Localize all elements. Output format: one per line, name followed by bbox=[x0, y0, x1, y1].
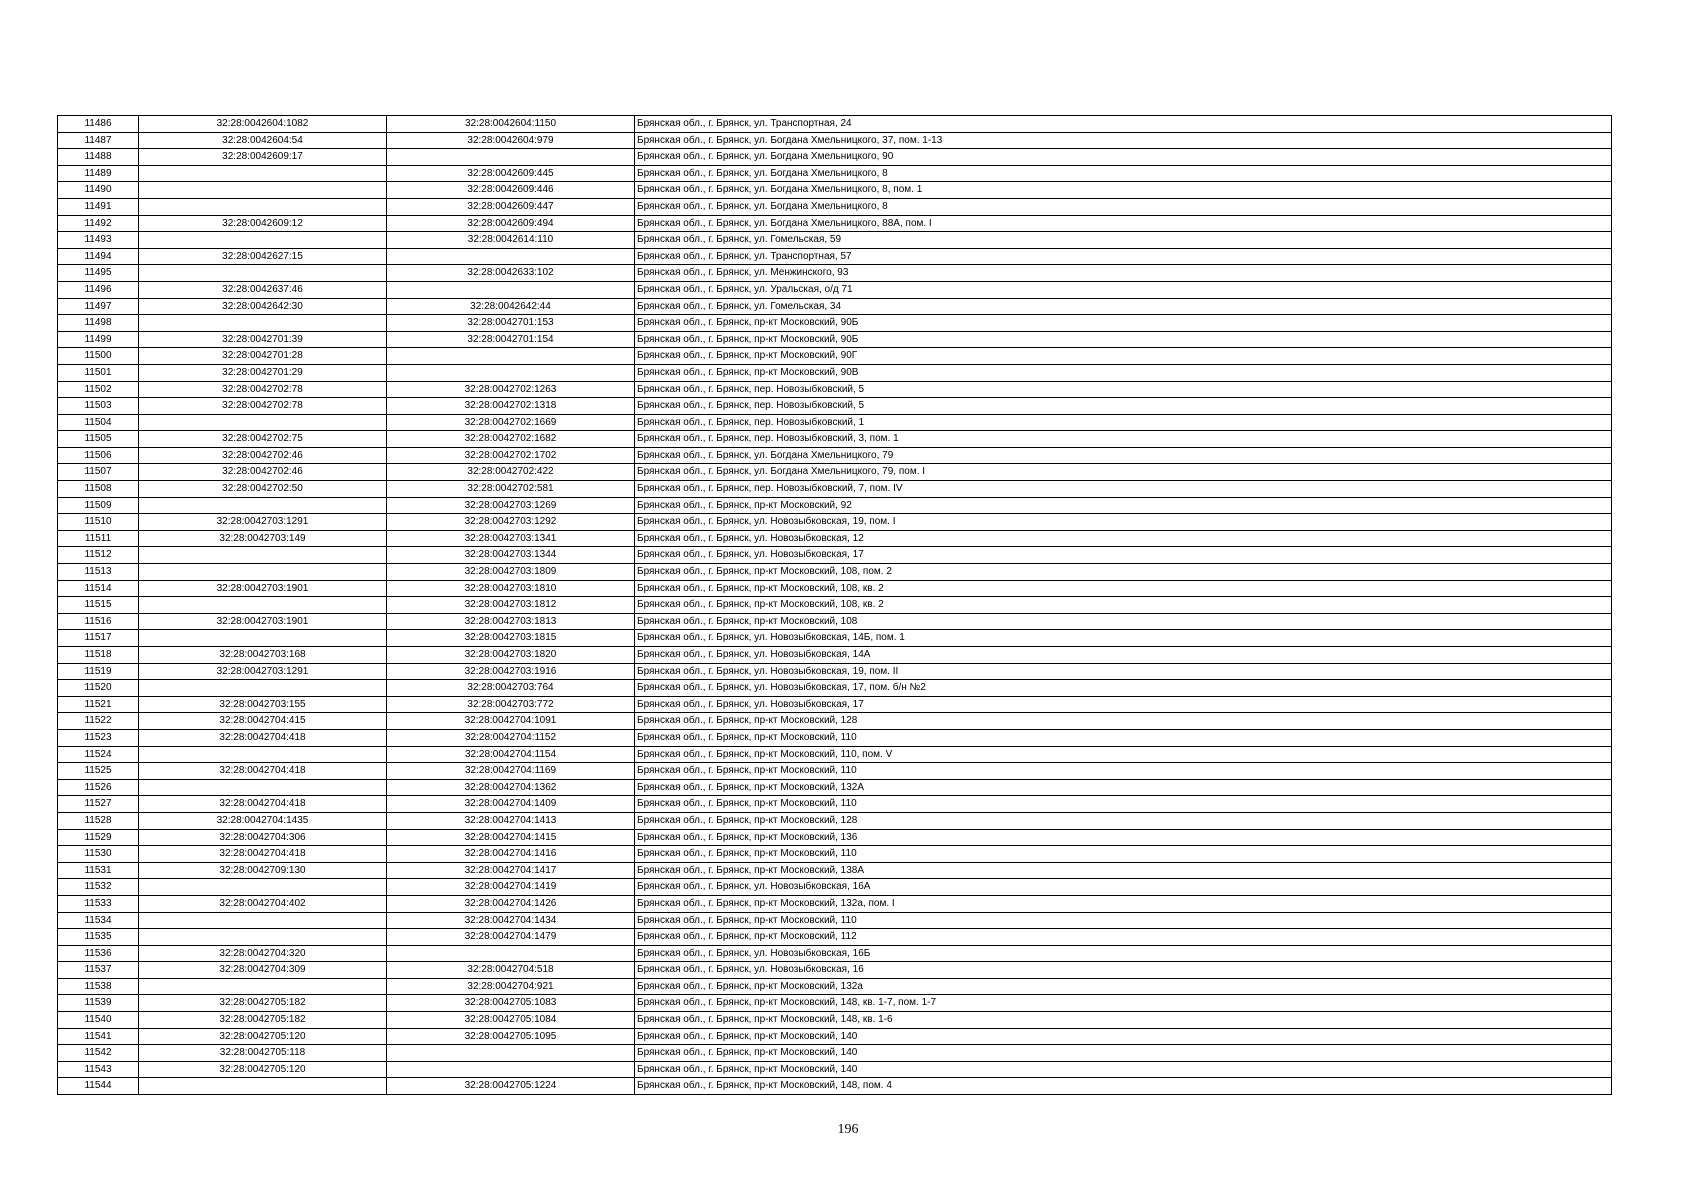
table-row bbox=[58, 398, 1612, 415]
address-cell: Брянская обл., г. Брянск, ул. Новозыбковская, 17, пом. б/н №2 bbox=[635, 680, 1612, 697]
land-parcel-cadastral-number-cell bbox=[139, 912, 387, 929]
table-row bbox=[58, 680, 1612, 697]
land-parcel-cadastral-number-cell bbox=[139, 564, 387, 581]
land-parcel-cadastral-number-cell: 32:28:0042703:1291 bbox=[139, 663, 387, 680]
row-number-cell: 11504 bbox=[58, 414, 139, 431]
row-number-cell: 11524 bbox=[58, 746, 139, 763]
address-cell: Брянская обл., г. Брянск, пр-кт Московский, 132а bbox=[635, 978, 1612, 995]
row-number-cell: 11519 bbox=[58, 663, 139, 680]
address-cell: Брянская обл., г. Брянск, пр-кт Московский, 148, кв. 1-7, пом. 1-7 bbox=[635, 995, 1612, 1012]
land-parcel-cadastral-number-cell: 32:28:0042704:320 bbox=[139, 945, 387, 962]
address-cell: Брянская обл., г. Брянск, пр-кт Московский, 138А bbox=[635, 862, 1612, 879]
object-cadastral-number-cell: 32:28:0042702:422 bbox=[387, 464, 635, 481]
address-cell: Брянская обл., г. Брянск, пр-кт Московский, 108 bbox=[635, 613, 1612, 630]
address-cell: Брянская обл., г. Брянск, ул. Богдана Хмельницкого, 88А, пом. I bbox=[635, 215, 1612, 232]
address-cell: Брянская обл., г. Брянск, ул. Новозыбковская, 19, пом. II bbox=[635, 663, 1612, 680]
object-cadastral-number-cell: 32:28:0042703:1809 bbox=[387, 564, 635, 581]
row-number-cell: 11508 bbox=[58, 481, 139, 498]
land-parcel-cadastral-number-cell: 32:28:0042705:118 bbox=[139, 1045, 387, 1062]
row-number-cell: 11533 bbox=[58, 895, 139, 912]
land-parcel-cadastral-number-cell: 32:28:0042704:418 bbox=[139, 729, 387, 746]
table-row bbox=[58, 132, 1612, 149]
table-row bbox=[58, 647, 1612, 664]
table-row bbox=[58, 829, 1612, 846]
land-parcel-cadastral-number-cell: 32:28:0042705:182 bbox=[139, 1012, 387, 1029]
object-cadastral-number-cell: 32:28:0042609:445 bbox=[387, 165, 635, 182]
row-number-cell: 11505 bbox=[58, 431, 139, 448]
table-row bbox=[58, 763, 1612, 780]
land-parcel-cadastral-number-cell bbox=[139, 414, 387, 431]
row-number-cell: 11536 bbox=[58, 945, 139, 962]
address-cell: Брянская обл., г. Брянск, ул. Новозыбковская, 12 bbox=[635, 530, 1612, 547]
row-number-cell: 11516 bbox=[58, 613, 139, 630]
land-parcel-cadastral-number-cell: 32:28:0042704:415 bbox=[139, 713, 387, 730]
object-cadastral-number-cell: 32:28:0042705:1084 bbox=[387, 1012, 635, 1029]
object-cadastral-number-cell bbox=[387, 281, 635, 298]
address-cell: Брянская обл., г. Брянск, пер. Новозыбковский, 1 bbox=[635, 414, 1612, 431]
row-number-cell: 11510 bbox=[58, 514, 139, 531]
land-parcel-cadastral-number-cell: 32:28:0042604:54 bbox=[139, 132, 387, 149]
object-cadastral-number-cell: 32:28:0042704:1169 bbox=[387, 763, 635, 780]
table-row bbox=[58, 315, 1612, 332]
land-parcel-cadastral-number-cell: 32:28:0042703:1901 bbox=[139, 580, 387, 597]
table-row bbox=[58, 116, 1612, 133]
land-parcel-cadastral-number-cell: 32:28:0042702:78 bbox=[139, 398, 387, 415]
land-parcel-cadastral-number-cell: 32:28:0042709:130 bbox=[139, 862, 387, 879]
land-parcel-cadastral-number-cell: 32:28:0042627:15 bbox=[139, 248, 387, 265]
land-parcel-cadastral-number-cell: 32:28:0042701:29 bbox=[139, 364, 387, 381]
table-row bbox=[58, 431, 1612, 448]
table-row bbox=[58, 414, 1612, 431]
object-cadastral-number-cell: 32:28:0042704:1362 bbox=[387, 779, 635, 796]
object-cadastral-number-cell: 32:28:0042703:1916 bbox=[387, 663, 635, 680]
object-cadastral-number-cell: 32:28:0042702:1669 bbox=[387, 414, 635, 431]
object-cadastral-number-cell: 32:28:0042642:44 bbox=[387, 298, 635, 315]
address-cell: Брянская обл., г. Брянск, ул. Новозыбковская, 16А bbox=[635, 879, 1612, 896]
address-cell: Брянская обл., г. Брянск, ул. Гомельская, 59 bbox=[635, 232, 1612, 249]
object-cadastral-number-cell: 32:28:0042703:1820 bbox=[387, 647, 635, 664]
land-parcel-cadastral-number-cell: 32:28:0042702:75 bbox=[139, 431, 387, 448]
object-cadastral-number-cell: 32:28:0042704:1434 bbox=[387, 912, 635, 929]
table-row bbox=[58, 895, 1612, 912]
object-cadastral-number-cell: 32:28:0042704:1417 bbox=[387, 862, 635, 879]
row-number-cell: 11527 bbox=[58, 796, 139, 813]
object-cadastral-number-cell: 32:28:0042614:110 bbox=[387, 232, 635, 249]
object-cadastral-number-cell: 32:28:0042609:446 bbox=[387, 182, 635, 199]
land-parcel-cadastral-number-cell: 32:28:0042703:149 bbox=[139, 530, 387, 547]
table-row bbox=[58, 630, 1612, 647]
land-parcel-cadastral-number-cell: 32:28:0042609:12 bbox=[139, 215, 387, 232]
row-number-cell: 11517 bbox=[58, 630, 139, 647]
row-number-cell: 11488 bbox=[58, 149, 139, 166]
row-number-cell: 11491 bbox=[58, 198, 139, 215]
table-row bbox=[58, 248, 1612, 265]
table-row bbox=[58, 729, 1612, 746]
table-row bbox=[58, 580, 1612, 597]
row-number-cell: 11526 bbox=[58, 779, 139, 796]
address-cell: Брянская обл., г. Брянск, пр-кт Московский, 136 bbox=[635, 829, 1612, 846]
row-number-cell: 11498 bbox=[58, 315, 139, 332]
object-cadastral-number-cell: 32:28:0042703:1812 bbox=[387, 597, 635, 614]
row-number-cell: 11522 bbox=[58, 713, 139, 730]
table-row bbox=[58, 331, 1612, 348]
row-number-cell: 11487 bbox=[58, 132, 139, 149]
land-parcel-cadastral-number-cell bbox=[139, 182, 387, 199]
table-row bbox=[58, 846, 1612, 863]
land-parcel-cadastral-number-cell: 32:28:0042703:1901 bbox=[139, 613, 387, 630]
table-row bbox=[58, 862, 1612, 879]
row-number-cell: 11494 bbox=[58, 248, 139, 265]
table-row bbox=[58, 779, 1612, 796]
row-number-cell: 11534 bbox=[58, 912, 139, 929]
land-parcel-cadastral-number-cell: 32:28:0042604:1082 bbox=[139, 116, 387, 133]
object-cadastral-number-cell: 32:28:0042704:1479 bbox=[387, 929, 635, 946]
row-number-cell: 11514 bbox=[58, 580, 139, 597]
row-number-cell: 11528 bbox=[58, 812, 139, 829]
object-cadastral-number-cell bbox=[387, 248, 635, 265]
table-row bbox=[58, 165, 1612, 182]
row-number-cell: 11532 bbox=[58, 879, 139, 896]
table-row bbox=[58, 962, 1612, 979]
land-parcel-cadastral-number-cell bbox=[139, 746, 387, 763]
row-number-cell: 11497 bbox=[58, 298, 139, 315]
row-number-cell: 11511 bbox=[58, 530, 139, 547]
address-cell: Брянская обл., г. Брянск, ул. Новозыбковская, 19, пом. I bbox=[635, 514, 1612, 531]
object-cadastral-number-cell: 32:28:0042609:447 bbox=[387, 198, 635, 215]
address-cell: Брянская обл., г. Брянск, ул. Гомельская, 34 bbox=[635, 298, 1612, 315]
land-parcel-cadastral-number-cell: 32:28:0042637:46 bbox=[139, 281, 387, 298]
table-row bbox=[58, 929, 1612, 946]
row-number-cell: 11500 bbox=[58, 348, 139, 365]
land-parcel-cadastral-number-cell bbox=[139, 929, 387, 946]
object-cadastral-number-cell: 32:28:0042704:1416 bbox=[387, 846, 635, 863]
object-cadastral-number-cell: 32:28:0042702:1682 bbox=[387, 431, 635, 448]
table-row bbox=[58, 796, 1612, 813]
row-number-cell: 11538 bbox=[58, 978, 139, 995]
address-cell: Брянская обл., г. Брянск, пр-кт Московский, 132А bbox=[635, 779, 1612, 796]
address-cell: Брянская обл., г. Брянск, пр-кт Московский, 92 bbox=[635, 497, 1612, 514]
table-row bbox=[58, 381, 1612, 398]
land-parcel-cadastral-number-cell: 32:28:0042705:120 bbox=[139, 1028, 387, 1045]
address-cell: Брянская обл., г. Брянск, пр-кт Московский, 148, кв. 1-6 bbox=[635, 1012, 1612, 1029]
land-parcel-cadastral-number-cell bbox=[139, 497, 387, 514]
table-row bbox=[58, 215, 1612, 232]
table-row bbox=[58, 713, 1612, 730]
table-row bbox=[58, 514, 1612, 531]
land-parcel-cadastral-number-cell bbox=[139, 198, 387, 215]
land-parcel-cadastral-number-cell bbox=[139, 165, 387, 182]
row-number-cell: 11535 bbox=[58, 929, 139, 946]
row-number-cell: 11486 bbox=[58, 116, 139, 133]
land-parcel-cadastral-number-cell bbox=[139, 232, 387, 249]
address-cell: Брянская обл., г. Брянск, пр-кт Московский, 108, кв. 2 bbox=[635, 597, 1612, 614]
table-row bbox=[58, 232, 1612, 249]
row-number-cell: 11521 bbox=[58, 696, 139, 713]
row-number-cell: 11525 bbox=[58, 763, 139, 780]
address-cell: Брянская обл., г. Брянск, пр-кт Московский, 148, пом. 4 bbox=[635, 1078, 1612, 1095]
page-number: 196 bbox=[837, 1122, 859, 1137]
object-cadastral-number-cell: 32:28:0042703:1815 bbox=[387, 630, 635, 647]
table-row bbox=[58, 198, 1612, 215]
object-cadastral-number-cell bbox=[387, 364, 635, 381]
object-cadastral-number-cell: 32:28:0042704:1154 bbox=[387, 746, 635, 763]
table-row bbox=[58, 613, 1612, 630]
table-row bbox=[58, 597, 1612, 614]
address-cell: Брянская обл., г. Брянск, ул. Транспортная, 24 bbox=[635, 116, 1612, 133]
address-cell: Брянская обл., г. Брянск, пр-кт Московский, 110 bbox=[635, 846, 1612, 863]
table-row bbox=[58, 530, 1612, 547]
table-row bbox=[58, 564, 1612, 581]
object-cadastral-number-cell: 32:28:0042703:764 bbox=[387, 680, 635, 697]
land-parcel-cadastral-number-cell bbox=[139, 547, 387, 564]
land-parcel-cadastral-number-cell: 32:28:0042703:168 bbox=[139, 647, 387, 664]
object-cadastral-number-cell bbox=[387, 945, 635, 962]
table-row bbox=[58, 497, 1612, 514]
object-cadastral-number-cell: 32:28:0042704:1152 bbox=[387, 729, 635, 746]
land-parcel-cadastral-number-cell: 32:28:0042609:17 bbox=[139, 149, 387, 166]
row-number-cell: 11502 bbox=[58, 381, 139, 398]
object-cadastral-number-cell: 32:28:0042604:1150 bbox=[387, 116, 635, 133]
address-cell: Брянская обл., г. Брянск, ул. Новозыбковская, 17 bbox=[635, 696, 1612, 713]
table-row bbox=[58, 1045, 1612, 1062]
object-cadastral-number-cell: 32:28:0042705:1083 bbox=[387, 995, 635, 1012]
property-table-body bbox=[58, 116, 1612, 1095]
land-parcel-cadastral-number-cell: 32:28:0042701:28 bbox=[139, 348, 387, 365]
land-parcel-cadastral-number-cell: 32:28:0042701:39 bbox=[139, 331, 387, 348]
table-row bbox=[58, 364, 1612, 381]
row-number-cell: 11507 bbox=[58, 464, 139, 481]
object-cadastral-number-cell: 32:28:0042702:1318 bbox=[387, 398, 635, 415]
row-number-cell: 11523 bbox=[58, 729, 139, 746]
row-number-cell: 11493 bbox=[58, 232, 139, 249]
table-row bbox=[58, 149, 1612, 166]
land-parcel-cadastral-number-cell: 32:28:0042702:46 bbox=[139, 447, 387, 464]
address-cell: Брянская обл., г. Брянск, ул. Богдана Хмельницкого, 37, пом. 1-13 bbox=[635, 132, 1612, 149]
land-parcel-cadastral-number-cell: 32:28:0042704:418 bbox=[139, 763, 387, 780]
address-cell: Брянская обл., г. Брянск, пер. Новозыбковский, 7, пом. IV bbox=[635, 481, 1612, 498]
address-cell: Брянская обл., г. Брянск, пр-кт Московский, 128 bbox=[635, 812, 1612, 829]
object-cadastral-number-cell: 32:28:0042704:921 bbox=[387, 978, 635, 995]
address-cell: Брянская обл., г. Брянск, ул. Богдана Хмельницкого, 79, пом. I bbox=[635, 464, 1612, 481]
land-parcel-cadastral-number-cell bbox=[139, 879, 387, 896]
address-cell: Брянская обл., г. Брянск, ул. Новозыбковская, 17 bbox=[635, 547, 1612, 564]
table-row bbox=[58, 298, 1612, 315]
object-cadastral-number-cell: 32:28:0042704:1419 bbox=[387, 879, 635, 896]
object-cadastral-number-cell: 32:28:0042702:1263 bbox=[387, 381, 635, 398]
address-cell: Брянская обл., г. Брянск, ул. Менжинского, 93 bbox=[635, 265, 1612, 282]
row-number-cell: 11512 bbox=[58, 547, 139, 564]
row-number-cell: 11543 bbox=[58, 1061, 139, 1078]
land-parcel-cadastral-number-cell: 32:28:0042702:50 bbox=[139, 481, 387, 498]
object-cadastral-number-cell: 32:28:0042703:1292 bbox=[387, 514, 635, 531]
table-row bbox=[58, 547, 1612, 564]
table-row bbox=[58, 281, 1612, 298]
address-cell: Брянская обл., г. Брянск, пр-кт Московский, 110 bbox=[635, 763, 1612, 780]
land-parcel-cadastral-number-cell: 32:28:0042704:418 bbox=[139, 796, 387, 813]
land-parcel-cadastral-number-cell bbox=[139, 597, 387, 614]
object-cadastral-number-cell: 32:28:0042633:102 bbox=[387, 265, 635, 282]
table-row bbox=[58, 1028, 1612, 1045]
object-cadastral-number-cell: 32:28:0042703:1344 bbox=[387, 547, 635, 564]
object-cadastral-number-cell: 32:28:0042703:1341 bbox=[387, 530, 635, 547]
land-parcel-cadastral-number-cell: 32:28:0042704:418 bbox=[139, 846, 387, 863]
object-cadastral-number-cell: 32:28:0042701:153 bbox=[387, 315, 635, 332]
row-number-cell: 11499 bbox=[58, 331, 139, 348]
land-parcel-cadastral-number-cell bbox=[139, 680, 387, 697]
row-number-cell: 11501 bbox=[58, 364, 139, 381]
table-row bbox=[58, 746, 1612, 763]
row-number-cell: 11513 bbox=[58, 564, 139, 581]
land-parcel-cadastral-number-cell: 32:28:0042703:155 bbox=[139, 696, 387, 713]
row-number-cell: 11542 bbox=[58, 1045, 139, 1062]
address-cell: Брянская обл., г. Брянск, пер. Новозыбковский, 3, пом. 1 bbox=[635, 431, 1612, 448]
row-number-cell: 11518 bbox=[58, 647, 139, 664]
object-cadastral-number-cell: 32:28:0042705:1224 bbox=[387, 1078, 635, 1095]
row-number-cell: 11537 bbox=[58, 962, 139, 979]
object-cadastral-number-cell: 32:28:0042704:1415 bbox=[387, 829, 635, 846]
address-cell: Брянская обл., г. Брянск, ул. Богдана Хмельницкого, 79 bbox=[635, 447, 1612, 464]
land-parcel-cadastral-number-cell bbox=[139, 315, 387, 332]
table-row bbox=[58, 481, 1612, 498]
land-parcel-cadastral-number-cell: 32:28:0042704:402 bbox=[139, 895, 387, 912]
land-parcel-cadastral-number-cell: 32:28:0042705:120 bbox=[139, 1061, 387, 1078]
table-row bbox=[58, 1012, 1612, 1029]
row-number-cell: 11489 bbox=[58, 165, 139, 182]
row-number-cell: 11529 bbox=[58, 829, 139, 846]
address-cell: Брянская обл., г. Брянск, пр-кт Московский, 108, пом. 2 bbox=[635, 564, 1612, 581]
address-cell: Брянская обл., г. Брянск, пр-кт Московский, 90Б bbox=[635, 315, 1612, 332]
land-parcel-cadastral-number-cell bbox=[139, 630, 387, 647]
property-table bbox=[57, 115, 1612, 1095]
object-cadastral-number-cell: 32:28:0042704:518 bbox=[387, 962, 635, 979]
land-parcel-cadastral-number-cell bbox=[139, 978, 387, 995]
row-number-cell: 11541 bbox=[58, 1028, 139, 1045]
row-number-cell: 11530 bbox=[58, 846, 139, 863]
table-row bbox=[58, 912, 1612, 929]
address-cell: Брянская обл., г. Брянск, пр-кт Московский, 140 bbox=[635, 1061, 1612, 1078]
address-cell: Брянская обл., г. Брянск, пр-кт Московский, 112 bbox=[635, 929, 1612, 946]
address-cell: Брянская обл., г. Брянск, пр-кт Московский, 110 bbox=[635, 796, 1612, 813]
address-cell: Брянская обл., г. Брянск, ул. Новозыбковская, 16 bbox=[635, 962, 1612, 979]
row-number-cell: 11496 bbox=[58, 281, 139, 298]
row-number-cell: 11506 bbox=[58, 447, 139, 464]
object-cadastral-number-cell bbox=[387, 1061, 635, 1078]
land-parcel-cadastral-number-cell: 32:28:0042703:1291 bbox=[139, 514, 387, 531]
address-cell: Брянская обл., г. Брянск, пр-кт Московский, 128 bbox=[635, 713, 1612, 730]
address-cell: Брянская обл., г. Брянск, пер. Новозыбковский, 5 bbox=[635, 381, 1612, 398]
address-cell: Брянская обл., г. Брянск, ул. Новозыбковская, 14А bbox=[635, 647, 1612, 664]
address-cell: Брянская обл., г. Брянск, пр-кт Московский, 108, кв. 2 bbox=[635, 580, 1612, 597]
table-row bbox=[58, 348, 1612, 365]
table-row bbox=[58, 447, 1612, 464]
row-number-cell: 11539 bbox=[58, 995, 139, 1012]
address-cell: Брянская обл., г. Брянск, пр-кт Московский, 140 bbox=[635, 1028, 1612, 1045]
object-cadastral-number-cell: 32:28:0042703:1269 bbox=[387, 497, 635, 514]
table-row bbox=[58, 995, 1612, 1012]
address-cell: Брянская обл., г. Брянск, ул. Богдана Хмельницкого, 8 bbox=[635, 165, 1612, 182]
object-cadastral-number-cell: 32:28:0042705:1095 bbox=[387, 1028, 635, 1045]
table-row bbox=[58, 182, 1612, 199]
object-cadastral-number-cell: 32:28:0042704:1413 bbox=[387, 812, 635, 829]
table-row bbox=[58, 464, 1612, 481]
object-cadastral-number-cell: 32:28:0042703:1813 bbox=[387, 613, 635, 630]
object-cadastral-number-cell: 32:28:0042604:979 bbox=[387, 132, 635, 149]
address-cell: Брянская обл., г. Брянск, пр-кт Московский, 110 bbox=[635, 912, 1612, 929]
address-cell: Брянская обл., г. Брянск, ул. Богдана Хмельницкого, 8, пом. 1 bbox=[635, 182, 1612, 199]
object-cadastral-number-cell bbox=[387, 348, 635, 365]
address-cell: Брянская обл., г. Брянск, пр-кт Московский, 110 bbox=[635, 729, 1612, 746]
table-row bbox=[58, 879, 1612, 896]
land-parcel-cadastral-number-cell bbox=[139, 1078, 387, 1095]
row-number-cell: 11509 bbox=[58, 497, 139, 514]
address-cell: Брянская обл., г. Брянск, ул. Богдана Хмельницкого, 8 bbox=[635, 198, 1612, 215]
object-cadastral-number-cell: 32:28:0042702:581 bbox=[387, 481, 635, 498]
address-cell: Брянская обл., г. Брянск, ул. Уральская, о/д 71 bbox=[635, 281, 1612, 298]
object-cadastral-number-cell: 32:28:0042702:1702 bbox=[387, 447, 635, 464]
table-row bbox=[58, 265, 1612, 282]
land-parcel-cadastral-number-cell bbox=[139, 779, 387, 796]
address-cell: Брянская обл., г. Брянск, пр-кт Московский, 90Б bbox=[635, 331, 1612, 348]
row-number-cell: 11490 bbox=[58, 182, 139, 199]
table-row bbox=[58, 812, 1612, 829]
object-cadastral-number-cell bbox=[387, 149, 635, 166]
object-cadastral-number-cell: 32:28:0042704:1426 bbox=[387, 895, 635, 912]
object-cadastral-number-cell bbox=[387, 1045, 635, 1062]
row-number-cell: 11520 bbox=[58, 680, 139, 697]
table-row bbox=[58, 945, 1612, 962]
row-number-cell: 11495 bbox=[58, 265, 139, 282]
address-cell: Брянская обл., г. Брянск, пр-кт Московский, 132а, пом. I bbox=[635, 895, 1612, 912]
land-parcel-cadastral-number-cell: 32:28:0042704:309 bbox=[139, 962, 387, 979]
address-cell: Брянская обл., г. Брянск, ул. Новозыбковская, 14Б, пом. 1 bbox=[635, 630, 1612, 647]
object-cadastral-number-cell: 32:28:0042609:494 bbox=[387, 215, 635, 232]
object-cadastral-number-cell: 32:28:0042703:1810 bbox=[387, 580, 635, 597]
row-number-cell: 11503 bbox=[58, 398, 139, 415]
table-row bbox=[58, 978, 1612, 995]
row-number-cell: 11540 bbox=[58, 1012, 139, 1029]
land-parcel-cadastral-number-cell bbox=[139, 265, 387, 282]
row-number-cell: 11544 bbox=[58, 1078, 139, 1095]
land-parcel-cadastral-number-cell: 32:28:0042702:78 bbox=[139, 381, 387, 398]
land-parcel-cadastral-number-cell: 32:28:0042642:30 bbox=[139, 298, 387, 315]
table-row bbox=[58, 663, 1612, 680]
address-cell: Брянская обл., г. Брянск, пер. Новозыбковский, 5 bbox=[635, 398, 1612, 415]
table-row bbox=[58, 696, 1612, 713]
table-row bbox=[58, 1078, 1612, 1095]
address-cell: Брянская обл., г. Брянск, пр-кт Московский, 110, пом. V bbox=[635, 746, 1612, 763]
row-number-cell: 11515 bbox=[58, 597, 139, 614]
address-cell: Брянская обл., г. Брянск, пр-кт Московский, 90В bbox=[635, 364, 1612, 381]
land-parcel-cadastral-number-cell: 32:28:0042704:1435 bbox=[139, 812, 387, 829]
address-cell: Брянская обл., г. Брянск, пр-кт Московский, 90Г bbox=[635, 348, 1612, 365]
object-cadastral-number-cell: 32:28:0042701:154 bbox=[387, 331, 635, 348]
object-cadastral-number-cell: 32:28:0042704:1091 bbox=[387, 713, 635, 730]
row-number-cell: 11531 bbox=[58, 862, 139, 879]
object-cadastral-number-cell: 32:28:0042703:772 bbox=[387, 696, 635, 713]
address-cell: Брянская обл., г. Брянск, ул. Новозыбковская, 16Б bbox=[635, 945, 1612, 962]
table-row bbox=[58, 1061, 1612, 1078]
object-cadastral-number-cell: 32:28:0042704:1409 bbox=[387, 796, 635, 813]
address-cell: Брянская обл., г. Брянск, пр-кт Московский, 140 bbox=[635, 1045, 1612, 1062]
row-number-cell: 11492 bbox=[58, 215, 139, 232]
land-parcel-cadastral-number-cell: 32:28:0042704:306 bbox=[139, 829, 387, 846]
address-cell: Брянская обл., г. Брянск, ул. Богдана Хмельницкого, 90 bbox=[635, 149, 1612, 166]
address-cell: Брянская обл., г. Брянск, ул. Транспортная, 57 bbox=[635, 248, 1612, 265]
land-parcel-cadastral-number-cell: 32:28:0042705:182 bbox=[139, 995, 387, 1012]
land-parcel-cadastral-number-cell: 32:28:0042702:46 bbox=[139, 464, 387, 481]
